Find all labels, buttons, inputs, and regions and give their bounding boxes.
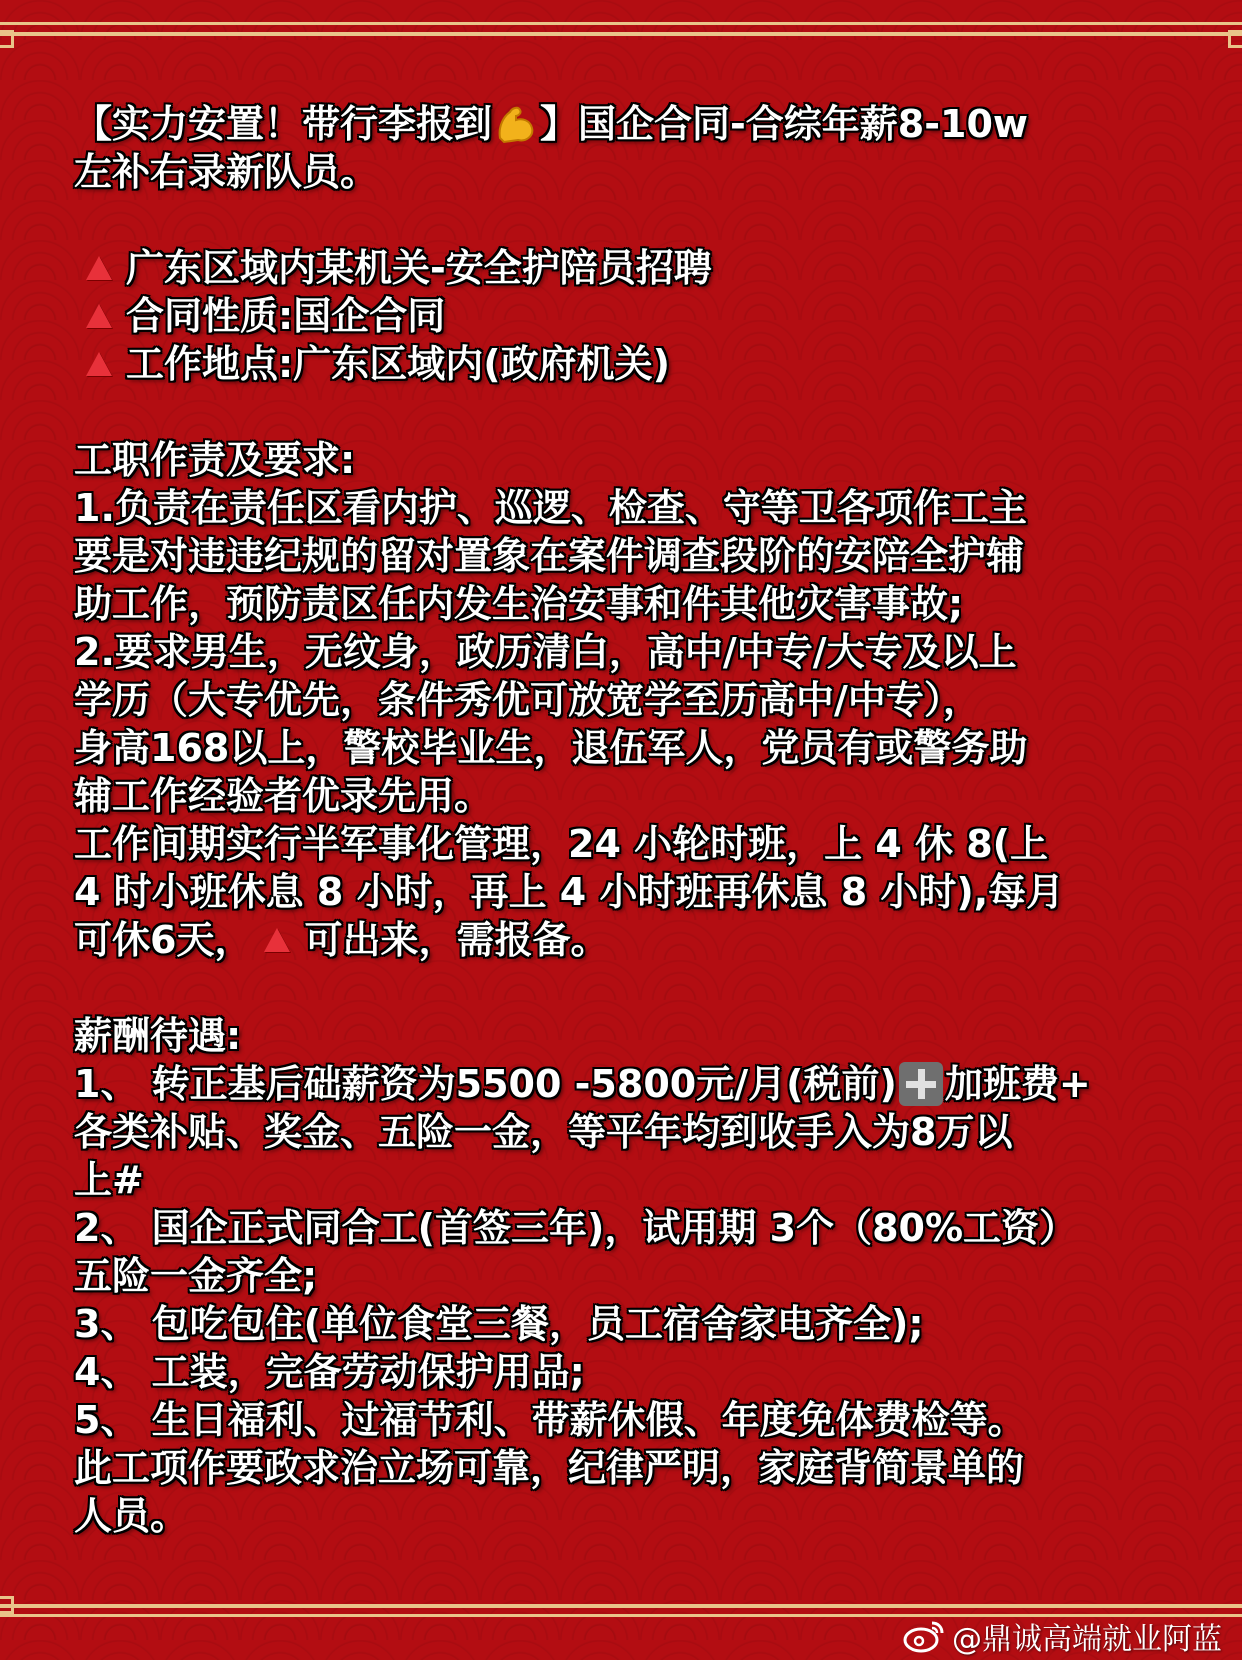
warning-triangle-icon (86, 304, 112, 328)
top-left-frame-corner (0, 30, 14, 48)
duties-line: 4 时小班休息 8 小时，再上 4 小时班再休息 8 小时),每月 (74, 870, 1065, 914)
bullet-item: 合同性质:国企合同 (74, 292, 1174, 340)
salary-heading: 薪酬待遇: (74, 1014, 242, 1058)
watermark-text: @鼎诚高端就业阿蓝 (952, 1622, 1222, 1657)
title-line-2: 左补右录新队员。 (74, 150, 379, 194)
job-post-content (74, 100, 1174, 1540)
flexed-biceps-icon (494, 104, 538, 144)
duties-line: 辅工作经验者优录先用。 (74, 774, 493, 818)
salary-line: 5、 生日福利、过福节利、带薪休假、年度免体费检等。 (74, 1398, 1026, 1442)
salary-line: 此工项作要政求治立场可靠，纪律严明，家庭背简景单的 (74, 1446, 1025, 1490)
duties-line: 要是对违违纪规的留对置象在案件调查段阶的安陪全护辅 (74, 534, 1025, 578)
salary-line: 五险一金齐全; (74, 1254, 318, 1298)
salary-line: 各类补贴、奖金、五险一金，等平年均到收手入为8万以 (74, 1110, 1013, 1154)
weibo-watermark (902, 1614, 1222, 1658)
duties-heading: 工职作责及要求: (74, 438, 356, 482)
duties-line-last: 可休6天， 可出来，需报备。 (74, 918, 609, 962)
warning-triangle-icon (86, 352, 112, 376)
duties-line: 1.负责在责任区看内护、巡逻、检查、守等卫各项作工主 (74, 486, 1027, 530)
warning-triangle-icon (264, 928, 290, 952)
duties-line: 助工作，预防责区任内发生治安事和件其他灾害事故; (74, 582, 964, 626)
spacer (74, 964, 1174, 1012)
salary-line: 上# (74, 1158, 144, 1202)
salary-line: 4、 工装，完备劳动保护用品; (74, 1350, 585, 1394)
weibo-icon (902, 1619, 946, 1653)
bullet-item: 广东区域内某机关-安全护陪员招聘 (74, 244, 1174, 292)
top-frame-line-inner (0, 32, 1242, 36)
duties-line: 工作间期实行半军事化管理，24 小轮时班，上 4 休 8(上 (74, 822, 1049, 866)
salary-line: 人员。 (74, 1494, 189, 1538)
duties-line: 学历（大专优先，条件秀优可放宽学至历高中/中专）， (74, 678, 981, 722)
salary-line-1: 1、 转正基后础薪资为5500 -5800元/月(税前) 加班费+ (74, 1062, 1091, 1106)
salary-line: 2、 国企正式同合工(首签三年)，试用期 3个（80%工资） (74, 1206, 1078, 1250)
warning-triangle-icon (86, 256, 112, 280)
top-right-frame-corner (1228, 30, 1242, 48)
plus-icon (899, 1062, 943, 1106)
top-frame-line-outer (0, 22, 1242, 25)
duties-line: 身高168以上，警校毕业生，退伍军人，党员有或警务助 (74, 726, 1028, 770)
duties-line: 2.要求男生，无纹身，政历清白，高中/中专/大专及以上 (74, 630, 1017, 674)
spacer (74, 196, 1174, 244)
bullet-item: 工作地点:广东区域内(政府机关) (74, 340, 1174, 388)
title-line-1: 【实力安置！带行李报到 】国企合同-合综年薪8-10w (74, 102, 1028, 146)
bottom-left-frame-corner (0, 1596, 14, 1614)
bottom-frame-line-inner (0, 1604, 1242, 1608)
salary-line: 3、 包吃包住(单位食堂三餐，员工宿舍家电齐全); (74, 1302, 924, 1346)
spacer (74, 388, 1174, 436)
